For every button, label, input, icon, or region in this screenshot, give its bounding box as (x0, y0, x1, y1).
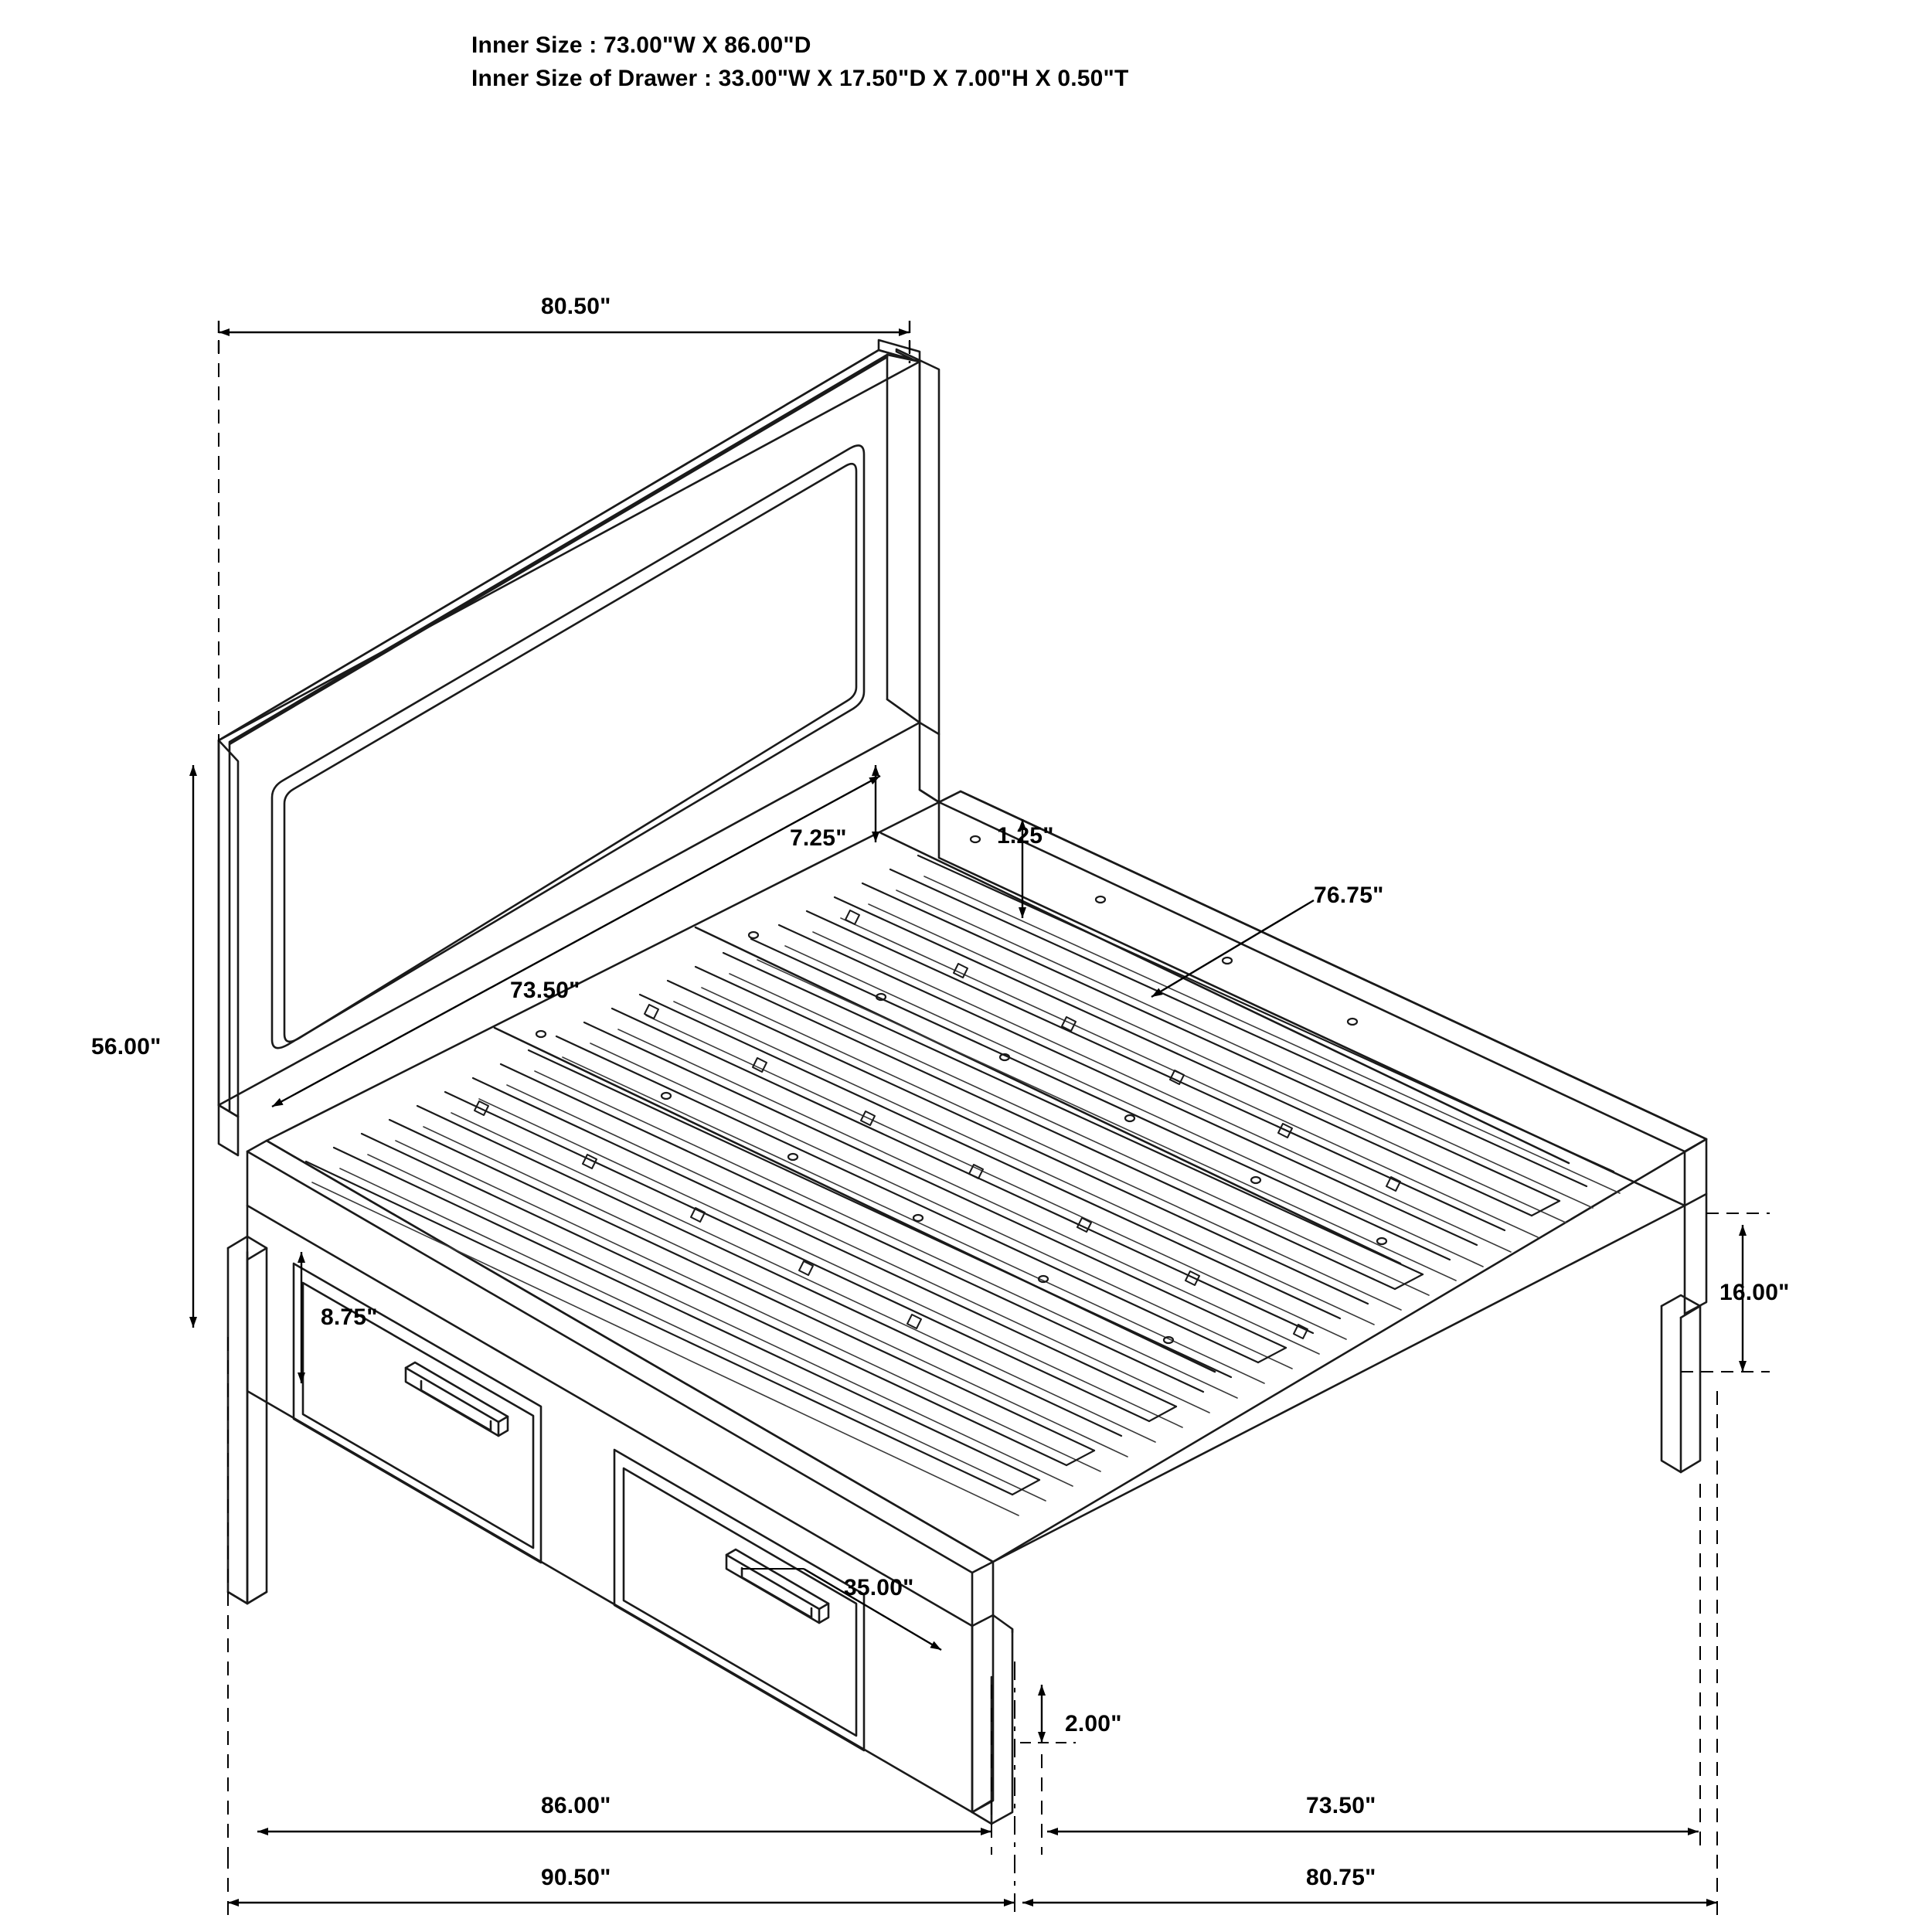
dimension-label-overall-width-inner: 73.50" (1306, 1793, 1376, 1818)
dimension-label-slat-offset: 1.25" (997, 823, 1054, 849)
dimension-label-overall-length-inner: 86.00" (541, 1793, 611, 1818)
dimension-label-frame-length: 76.75" (1314, 883, 1384, 908)
inner-size-note-line-2: Inner Size of Drawer : 33.00"W X 17.50"D X 7.00"H X 0.50"T (471, 65, 1129, 91)
dimension-label-headboard-height: 56.00" (91, 1034, 162, 1060)
dimension-label-side-rail-height: 16.00" (1719, 1280, 1790, 1305)
dimension-label-headboard-panel-gap: 7.25" (790, 825, 847, 851)
dimension-label-headboard-width: 80.50" (541, 294, 611, 319)
dimension-label-drawer-width: 35.00" (844, 1575, 914, 1600)
dimension-label-drawer-face-height: 8.75" (321, 1304, 378, 1330)
inner-size-note-line-1: Inner Size : 73.00"W X 86.00"D (471, 32, 811, 58)
inner-size-notes (471, 29, 1129, 95)
dimension-label-leg-clearance: 2.00" (1065, 1711, 1122, 1736)
dimension-label-overall-width-outer: 80.75" (1306, 1865, 1376, 1890)
dimension-label-overall-length-outer: 90.50" (541, 1865, 611, 1890)
dimension-label-interior-width: 73.50" (510, 978, 580, 1003)
